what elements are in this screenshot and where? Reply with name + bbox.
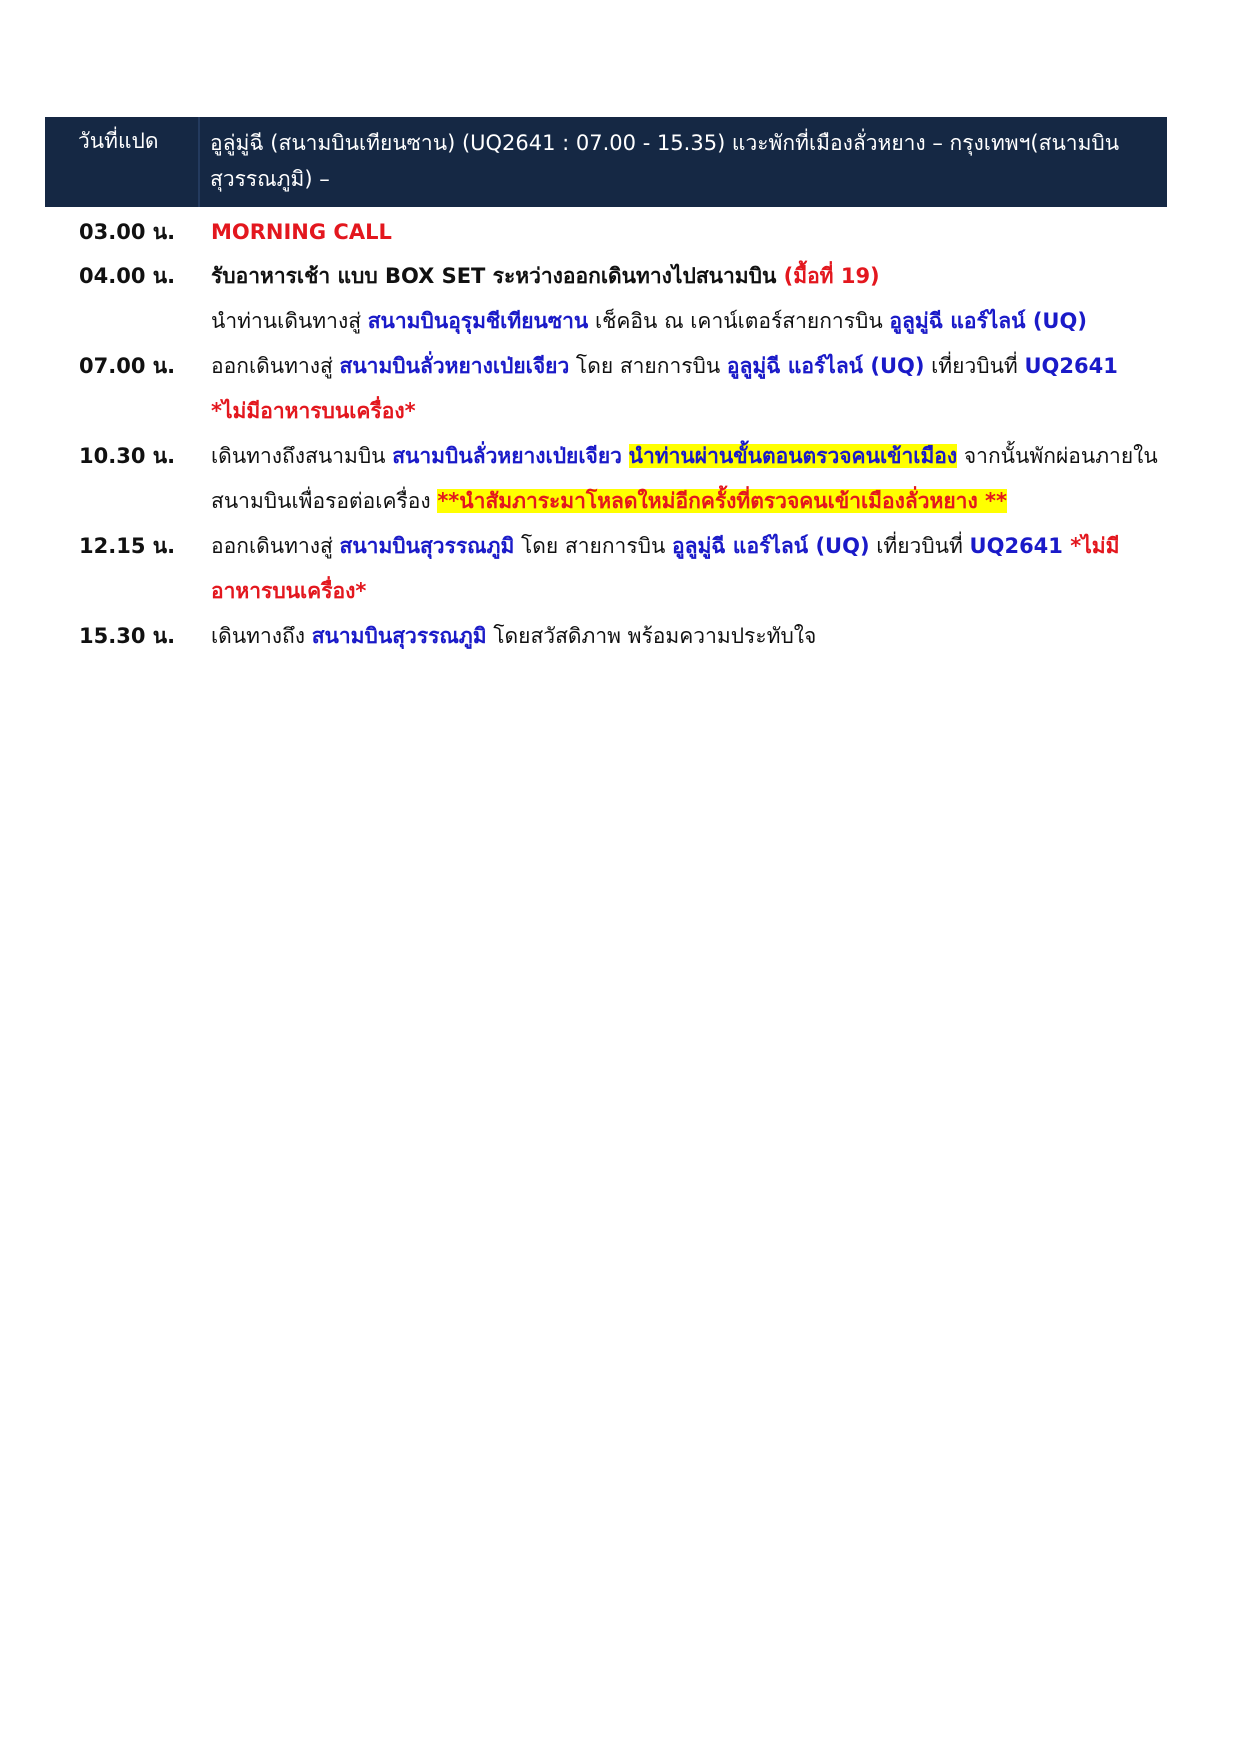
desc-text: เดินทางถึง: [211, 624, 312, 648]
row-description: [211, 614, 1171, 659]
row-description: [211, 254, 1171, 299]
desc-text: โดย สายการบิน: [514, 534, 672, 558]
day-header-bar: [45, 117, 1167, 207]
meal-number: (มื้อที่ 19): [783, 264, 880, 288]
desc-text: เที่ยวบินที่: [869, 534, 970, 558]
airport-name: สนามบินลั่วหยางเป่ยเจียว: [392, 444, 622, 468]
desc-text: ออกเดินทางสู่: [211, 354, 340, 378]
breakfast-text: รับอาหารเช้า แบบ BOX SET ระหว่างออกเดินทางไปสนามบิน: [211, 264, 784, 288]
flight-number: UQ2641: [1024, 354, 1118, 378]
desc-text: เที่ยวบินที่: [924, 354, 1025, 378]
airline-name: อูลูมู่ฉี แอร์ไลน์ (UQ): [671, 534, 870, 558]
row-time: 07.00 น.: [79, 354, 176, 378]
airport-name: สนามบินอุรุมชีเทียนซาน: [367, 309, 589, 333]
immigration-highlight: นำท่านผ่านขั้นตอนตรวจคนเข้าเมือง: [628, 444, 958, 468]
desc-text: จากนั้นพักผ่อนภายในสนามบินเพื่อรอต่อเครื่อง: [211, 444, 1158, 513]
row-time: 04.00 น.: [79, 264, 176, 288]
row-description: [211, 344, 1171, 434]
row-description: [211, 210, 1171, 255]
airport-name: สนามบินลั่วหยางเป่ยเจียว: [339, 354, 570, 378]
airport-name: สนามบินสุวรรณภูมิ: [311, 624, 487, 648]
flight-number: UQ2641: [969, 534, 1063, 558]
row-time: 12.15 น.: [79, 534, 176, 558]
desc-text: เดินทางถึงสนามบิน: [211, 444, 393, 468]
day-label: วันที่แปด: [78, 129, 159, 153]
desc-text: [622, 444, 629, 468]
airport-name: สนามบินสุวรรณภูมิ: [339, 534, 515, 558]
desc-text: ออกเดินทางสู่: [211, 534, 340, 558]
no-meal-note: *ไม่มีอาหารบนเครื่อง*: [211, 534, 1120, 603]
no-meal-note: *ไม่มีอาหารบนเครื่อง*: [211, 399, 416, 423]
desc-text: เช็คอิน ณ เคาน์เตอร์สายการบิน: [588, 309, 890, 333]
row-time: 10.30 น.: [79, 444, 176, 468]
row-time: 15.30 น.: [79, 624, 176, 648]
desc-text: โดยสวัสดิภาพ พร้อมความประทับใจ: [486, 624, 817, 648]
desc-text: โดย สายการบิน: [569, 354, 727, 378]
morning-call-text: MORNING CALL: [211, 220, 392, 244]
desc-text: นำท่านเดินทางสู่: [211, 309, 368, 333]
row-description: [211, 299, 1171, 344]
airline-name: อูลูมู่ฉี แอร์ไลน์ (UQ): [726, 354, 925, 378]
row-time: 03.00 น.: [79, 220, 176, 244]
header-divider: [198, 117, 200, 207]
airline-name: อูลูมู่ฉี แอร์ไลน์ (UQ): [889, 309, 1087, 333]
baggage-note: **นำสัมภาระมาโหลดใหม่อีกครั้งที่ตรวจคนเข้าเมืองลั่วหยาง **: [437, 489, 1008, 513]
day-title: อูลู่มู่ฉี (สนามบินเทียนซาน) (UQ2641 : 07.00 - 15.35) แวะพักที่เมืองลั่วหยาง – กรุงเทพฯ(สนามบินสุวรรณภูมิ) –: [210, 131, 1120, 191]
row-description: [211, 524, 1171, 614]
row-description: [211, 434, 1171, 524]
